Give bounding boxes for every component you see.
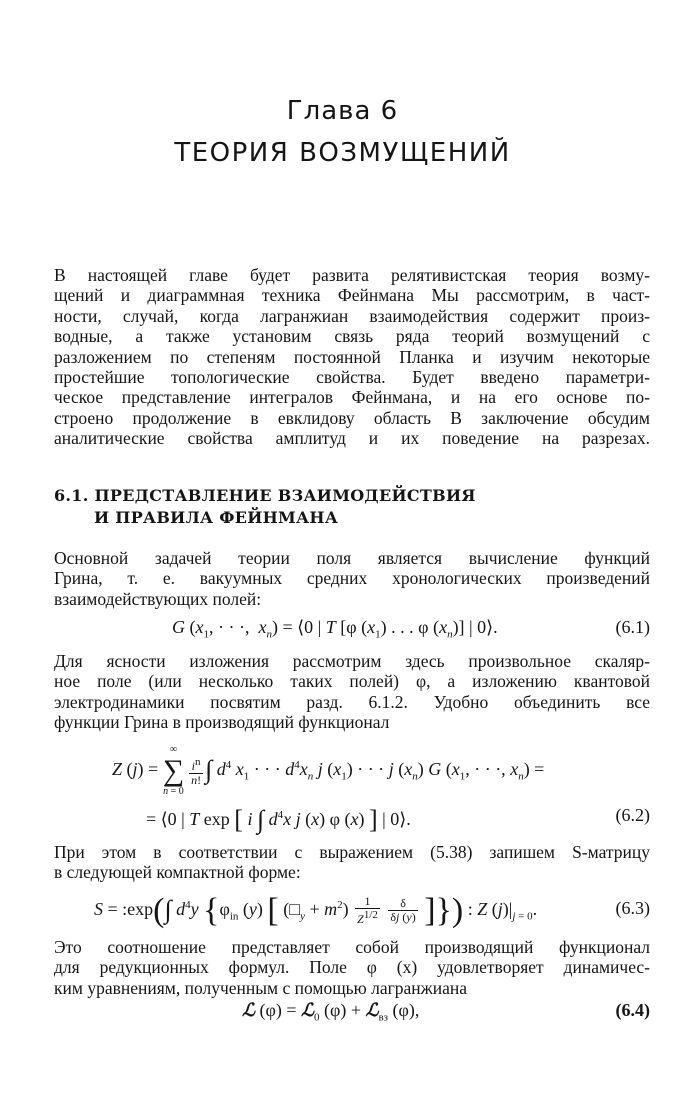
equation-6-4: [54, 1000, 650, 1026]
equation-6-3: [54, 888, 650, 928]
text-line: В настоящей главе будет развита релятивистская теория возму-: [54, 265, 650, 285]
text-line: простейшие топологические свойства. Будет введено параметри-: [54, 366, 650, 387]
chapter-title: ТЕОРИЯ ВОЗМУЩЕНИЙ: [174, 138, 511, 168]
text-line: ким уравнениям, полученным с помощью лагранжиана: [54, 977, 468, 998]
section-heading-line: 6.1. ПРЕДСТАВЛЕНИЕ ВЗАИМОДЕЙСТВИЯ: [54, 486, 476, 505]
text-line: ное поле (или несколько таких полей) φ, а изложению квантовой: [54, 671, 650, 692]
chapter-label: Глава 6: [286, 96, 399, 126]
text-line: функции Грина в производящий функционал: [54, 712, 390, 733]
equation-6-2-line-1: [54, 744, 650, 800]
text-line: ческое представление интегралов Фейнмана, и на его основе по-: [54, 387, 650, 408]
text-line: взаимодействующих полей:: [54, 588, 262, 609]
equation-6-2-line-2: [54, 805, 650, 835]
text-line: аналитические свойства амплитуд и их поведение на разрезах.: [54, 428, 650, 449]
text-line: щений и диаграммная техника Фейнмана Мы рассмотрим, в част-: [54, 285, 650, 306]
equation-6-1: [54, 617, 650, 641]
text-line: строено продолжение в евклидову область В заключение обсудим: [54, 407, 650, 428]
equation-expression: Z (j) = ∞ ∑ n = 0 $\frac{i^n}{n!}$ ∫ $d^4$ $x_1$ · · · $d^4x_n$ j $(x_1)$ · · · j $(x_n)$ G ($x_1$, · · ·, $x_n$) =: [112, 744, 545, 797]
equation-expression: S = :exp(∫ $d^4y$ {$\varphi_{in}$ (y) [ $(□_y + m^2)$ $\frac{1}{Z^{1/2}}$ $\frac{\delta}{\delta j (y)}$ ]}) : Z $(j)|_{j = 0}$.: [94, 892, 538, 929]
text-line: При этом в соответствии с выражением (5.38) запишем S-матрицу: [54, 842, 650, 862]
paragraph-4: [54, 937, 650, 998]
text-line: ности, случай, когда лагранжиан взаимодействия содержит произ-: [54, 305, 650, 326]
section-heading-line: И ПРАВИЛА ФЕЙНМАНА: [94, 508, 339, 527]
equation-number: (6.3): [615, 898, 650, 918]
text-line: водные, а также установим связь ряда теорий возмущений с: [54, 326, 650, 347]
equation-number: (6.4): [615, 1000, 650, 1020]
section-heading: [54, 485, 650, 529]
text-line: Основной задачей теории поля является вычисление функций: [54, 548, 650, 568]
paragraph-3: [54, 842, 650, 883]
equation-expression: G ($x_1$, · · ·, $x_n$) = ⟨0 | T [φ $(x_1)$ . . . φ $(x_n)$] | 0⟩.: [172, 617, 498, 641]
text-line: Это соотношение представляет собой производящий функционал: [54, 937, 650, 957]
text-line: Для ясности изложения рассмотрим здесь произвольное скаляр-: [54, 651, 650, 671]
equation-number: (6.2): [615, 805, 650, 825]
text-line: разложением по степеням постоянной Планка и изучим некоторые: [54, 346, 650, 367]
text-line: электродинамики посвятим разд. 6.1.2. Удобно объединить все: [54, 691, 650, 712]
text-line: для редукционных формул. Поле φ (x) удовлетворяет динамичес-: [54, 957, 650, 978]
equation-expression: ℒ (φ) = ℒ$_0$ (φ) + ℒ$_{вз}$ (φ),: [242, 1000, 420, 1024]
equation-expression: = ⟨0 | T exp [ i ∫ $d^4x$ j (x) φ (x) ] | 0⟩.: [146, 805, 411, 834]
paragraph-2: [54, 651, 650, 733]
text-line: в следующей компактной форме:: [54, 862, 301, 883]
text-line: Грина, т. е. вакуумных средних хронологических произведений: [54, 568, 650, 589]
paragraph-1: [54, 548, 650, 609]
intro-paragraph: [54, 265, 650, 449]
equation-number: (6.1): [615, 617, 650, 637]
